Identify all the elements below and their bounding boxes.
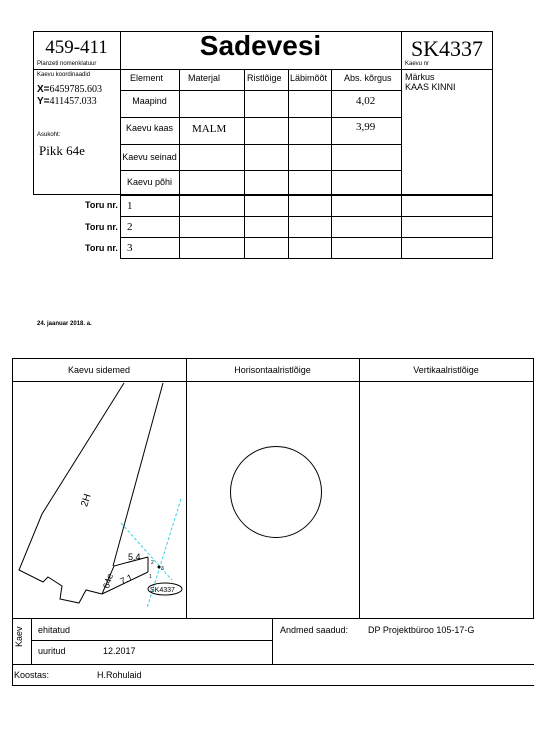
coord-x-label: X= xyxy=(37,84,50,95)
divider xyxy=(31,618,32,665)
col-header-material: Materjal xyxy=(188,73,221,83)
point-number: 3 xyxy=(161,566,164,572)
col-title-ties: Kaevu sidemed xyxy=(67,365,131,375)
house-number: 64e xyxy=(100,572,116,590)
divider xyxy=(31,640,272,641)
coord-y-label: Y= xyxy=(37,96,50,107)
row-material: MALM xyxy=(192,123,227,135)
compiler-value: H.Rohulaid xyxy=(97,670,142,680)
coord-y-value: 411457.033 xyxy=(49,96,97,107)
point-number: 1 xyxy=(149,574,152,580)
col-title-vertical: Vertikaalristlõige xyxy=(413,365,479,375)
side-label: Kaev xyxy=(14,626,24,647)
document-date: 24. jaanuar 2018. a. xyxy=(37,321,92,327)
building-label: 2H xyxy=(79,492,94,509)
pipe-number: 1 xyxy=(127,200,133,212)
note-value: KAAS KINNI xyxy=(405,82,456,92)
address-label: Asukoht: xyxy=(37,132,61,138)
divider xyxy=(272,618,273,665)
cross-section-circle xyxy=(230,446,322,538)
col-header-diameter: Läbimõõt xyxy=(290,73,328,83)
planzet-label: Planzeti nomenklatuur xyxy=(37,61,97,67)
divider xyxy=(12,685,534,686)
point-number: 2 xyxy=(151,560,154,566)
col-header-elevation: Abs. kõrgus xyxy=(344,73,392,83)
divider xyxy=(12,664,534,665)
col-header-note: Märkus xyxy=(405,72,435,82)
tie-distance: 5.4 xyxy=(128,552,141,562)
row-elevation: 4,02 xyxy=(356,95,376,107)
well-code-label: Kaevu nr xyxy=(405,61,430,67)
building-outline xyxy=(19,383,124,603)
address-value: Pikk 64e xyxy=(39,143,85,158)
row-element: Kaevu kaas xyxy=(125,123,174,133)
well-code: SK4337 xyxy=(410,36,484,61)
planzet-number: 459-411 xyxy=(45,37,108,58)
pipe-number: 3 xyxy=(127,242,133,254)
pipe-label: Toru nr. xyxy=(85,243,118,253)
tie-distance: 7.1 xyxy=(118,572,135,587)
building-outline xyxy=(113,383,163,566)
col-header-cross-section: Ristlõige xyxy=(247,73,282,83)
row-element: Kaevu seinad xyxy=(122,152,177,162)
surveyed-value: 12.2017 xyxy=(103,646,136,656)
coords-label: Kaevu koordinaadid xyxy=(37,72,91,78)
pipe-label: Toru nr. xyxy=(85,222,118,232)
pipe-label: Toru nr. xyxy=(85,200,118,210)
page-title: Sadevesi xyxy=(199,30,322,61)
well-tag: SK4337 xyxy=(150,587,175,594)
row-elevation: 3,99 xyxy=(356,121,376,133)
data-source-value: DP Projektbüroo 105-17-G xyxy=(368,625,475,635)
data-source-label: Andmed saadud: xyxy=(280,625,349,635)
surveyed-label: uuritud xyxy=(38,646,66,656)
col-header-element: Element xyxy=(130,73,164,83)
compiler-label: Koostas: xyxy=(14,670,50,680)
row-element: Kaevu põhi xyxy=(126,177,173,187)
col-title-horizontal: Horisontaalristlõige xyxy=(234,365,311,375)
coord-x-value: 6459785.603 xyxy=(49,84,103,95)
pipe-number: 2 xyxy=(127,221,133,233)
built-label: ehitatud xyxy=(38,625,71,635)
row-element: Maapind xyxy=(132,96,167,106)
